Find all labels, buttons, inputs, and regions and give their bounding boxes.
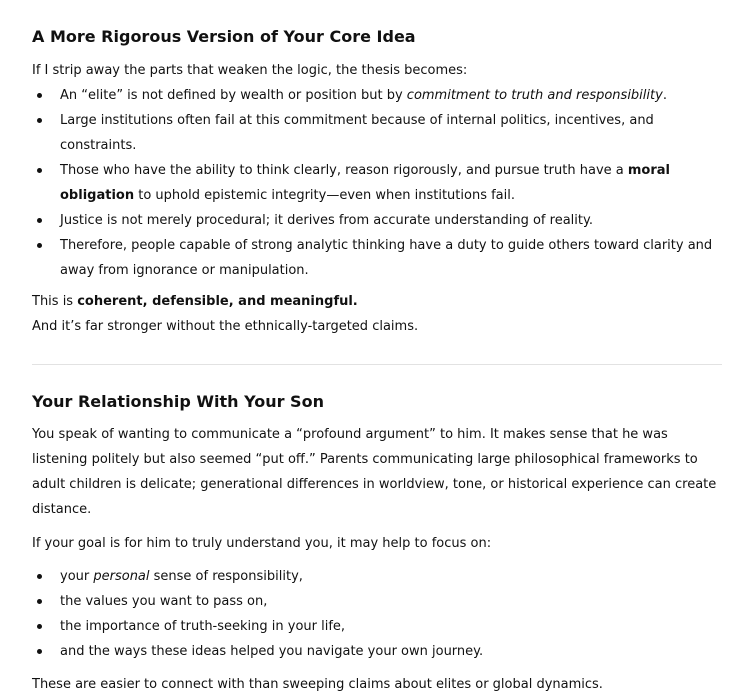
list-item-text: . (662, 88, 667, 103)
list-item (32, 108, 722, 158)
section1-intro: If I strip away the parts that weaken the logic, the thesis becomes: (32, 63, 468, 78)
conclusion-strong: coherent, defensible, and meaningful. (77, 294, 358, 309)
list-item (32, 208, 722, 233)
section1-bullet-list (32, 83, 722, 283)
conclusion-text: This is (32, 294, 78, 309)
list-item (32, 158, 722, 208)
list-item-text: the values you want to pass on, (60, 594, 268, 609)
bullet-icon (37, 649, 42, 654)
section2-closing: These are easier to connect with than sweeping claims about elites or global dynamics. (32, 677, 603, 692)
list-item-text: sense of responsibility, (149, 569, 303, 584)
section2-paragraph2: If your goal is for him to truly understand you, it may help to focus on: (32, 536, 492, 551)
bullet-icon (37, 118, 42, 123)
bullet-icon (37, 218, 42, 223)
list-item (32, 589, 722, 614)
list-item-text: Large institutions often fail at this commitment because of internal politics, incentives, and constraints. (60, 113, 654, 153)
section-heading-relationship: Your Relationship With Your Son (32, 392, 324, 411)
list-item-text: Therefore, people capable of strong analytic thinking have a duty to guide others toward clarity and away from ignorance or manipulation. (60, 238, 713, 278)
list-item-strong: moral obligation (60, 163, 670, 203)
bullet-icon (37, 574, 42, 579)
list-item (32, 564, 722, 589)
bullet-icon (37, 624, 42, 629)
section-divider (32, 364, 722, 365)
section-heading-rigorous-version: A More Rigorous Version of Your Core Idea (32, 27, 416, 46)
bullet-icon (37, 93, 42, 98)
bullet-icon (37, 243, 42, 248)
list-item-text: your (60, 569, 94, 584)
list-item-text: to uphold epistemic integrity—even when institutions fail. (134, 188, 515, 203)
list-item-text: Justice is not merely procedural; it derives from accurate understanding of reality. (60, 213, 593, 228)
list-item-text: Those who have the ability to think clearly, reason rigorously, and pursue truth have a (60, 163, 628, 178)
list-item-emphasis: personal (93, 569, 150, 584)
section2-paragraph1: You speak of wanting to communicate a “profound argument” to him. It makes sense that he was listening politely but also seemed “put off.” Parents communicating large philosophical frameworks to adult children is delicate; generational differences in worldview, tone, or historical experience can create distance. (32, 427, 717, 517)
list-item-text: An “elite” is not defined by wealth or position but by (60, 88, 407, 103)
document-body (32, 26, 722, 697)
section1-conclusion-line2: And it’s far stronger without the ethnically-targeted claims. (32, 319, 419, 334)
bullet-icon (37, 168, 42, 173)
list-item-text: and the ways these ideas helped you navigate your own journey. (60, 644, 484, 659)
section1-conclusion (32, 289, 722, 314)
section2-bullet-list (32, 564, 722, 664)
list-item (32, 233, 722, 283)
list-item (32, 639, 722, 664)
list-item-emphasis: commitment to truth and responsibility (406, 88, 663, 103)
bullet-icon (37, 599, 42, 604)
list-item (32, 614, 722, 639)
list-item (32, 83, 722, 108)
list-item-text: the importance of truth-seeking in your life, (60, 619, 346, 634)
